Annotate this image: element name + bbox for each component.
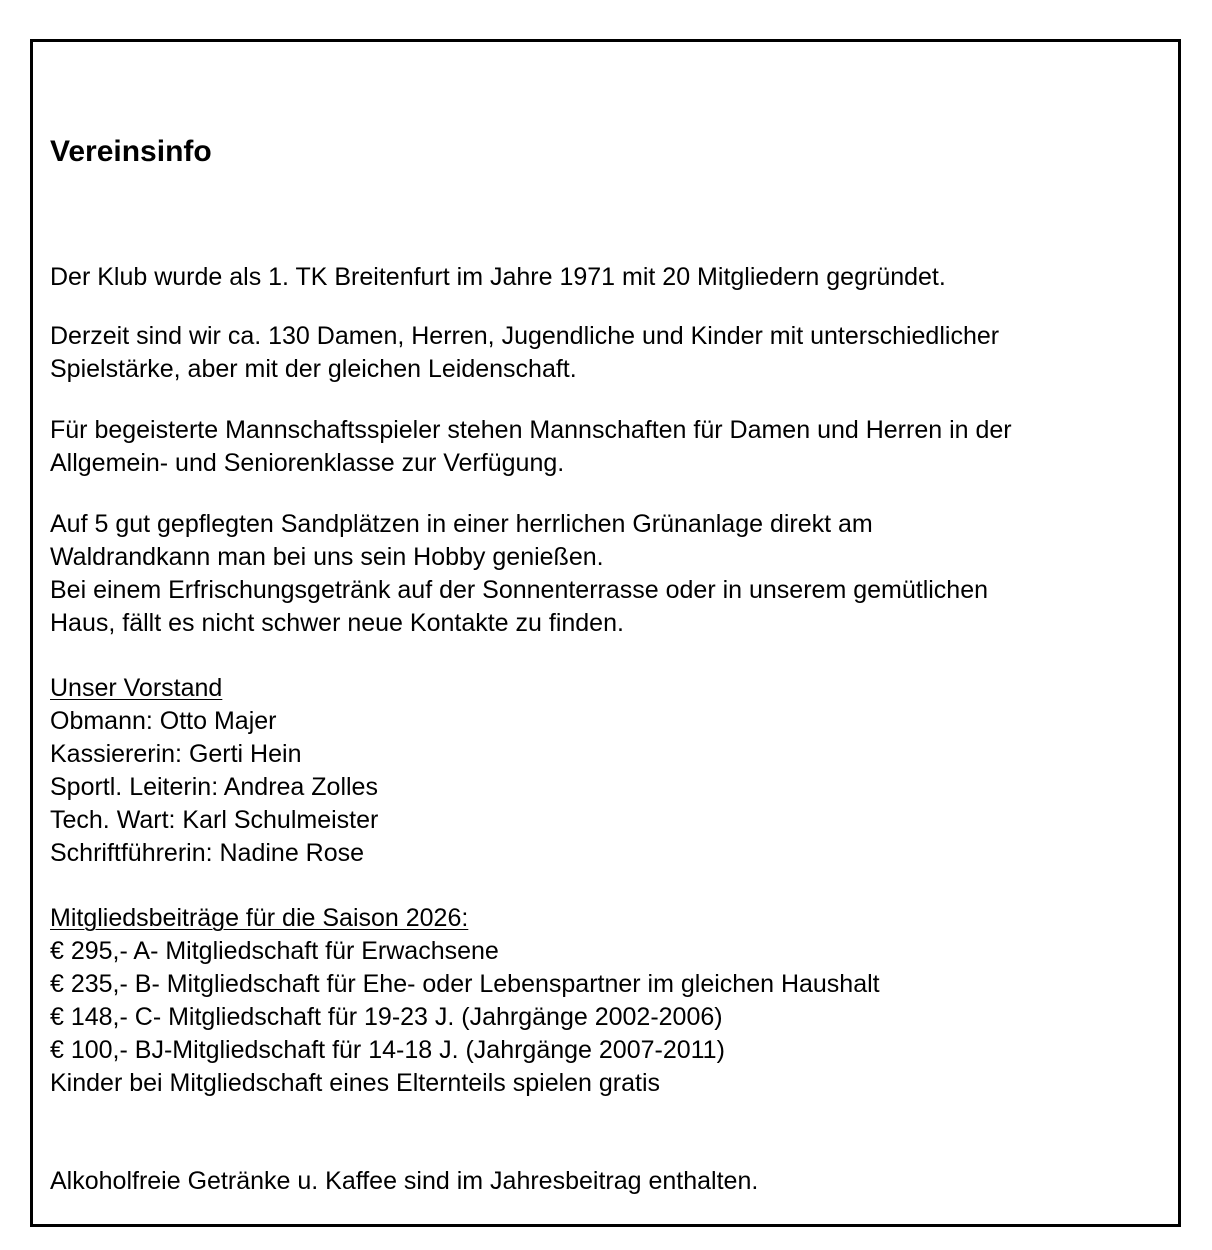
fees-heading: Mitgliedsbeiträge für die Saison 2026: [50, 904, 469, 932]
facility-text-line-4: Haus, fällt es nicht schwer neue Kontakte zu finden. [50, 609, 624, 637]
fee-item: Kinder bei Mitgliedschaft eines Elternteils spielen gratis [50, 1069, 661, 1097]
board-heading: Unser Vorstand [50, 674, 223, 702]
footer-note: Alkoholfreie Getränke u. Kaffee sind im Jahresbeitrag enthalten. [50, 1167, 759, 1195]
fee-item: € 235,- B- Mitgliedschaft für Ehe- oder Lebenspartner im gleichen Haushalt [50, 970, 880, 998]
facility-text-line-1: Auf 5 gut gepflegten Sandplätzen in einer herrlichen Grünanlage direkt am [50, 510, 873, 538]
info-box [30, 39, 1181, 1227]
teams-text-line-2: Allgemein- und Seniorenklasse zur Verfügung. [50, 449, 565, 477]
fee-item: € 295,- A- Mitgliedschaft für Erwachsene [50, 937, 499, 965]
board-member: Sportl. Leiterin: Andrea Zolles [50, 773, 378, 801]
board-member: Obmann: Otto Majer [50, 707, 277, 735]
page-title: Vereinsinfo [50, 135, 212, 168]
teams-text-line-1: Für begeisterte Mannschaftsspieler stehen Mannschaften für Damen und Herren in der [50, 416, 1012, 444]
board-member: Tech. Wart: Karl Schulmeister [50, 806, 379, 834]
facility-text-line-3: Bei einem Erfrischungsgetränk auf der Sonnenterrasse oder in unserem gemütlichen [50, 576, 989, 604]
members-text-line-2: Spielstärke, aber mit der gleichen Leidenschaft. [50, 355, 577, 383]
members-text-line-1: Derzeit sind wir ca. 130 Damen, Herren, Jugendliche und Kinder mit unterschiedlicher [50, 322, 1000, 350]
fee-item: € 148,- C- Mitgliedschaft für 19-23 J. (Jahrgänge 2002-2006) [50, 1003, 723, 1031]
board-member: Kassiererin: Gerti Hein [50, 740, 302, 768]
board-member: Schriftführerin: Nadine Rose [50, 839, 365, 867]
facility-text-line-2: Waldrandkann man bei uns sein Hobby genießen. [50, 543, 604, 571]
founding-text: Der Klub wurde als 1. TK Breitenfurt im Jahre 1971 mit 20 Mitgliedern gegründet. [50, 263, 946, 291]
fee-item: € 100,- BJ-Mitgliedschaft für 14-18 J. (Jahrgänge 2007-2011) [50, 1036, 725, 1064]
